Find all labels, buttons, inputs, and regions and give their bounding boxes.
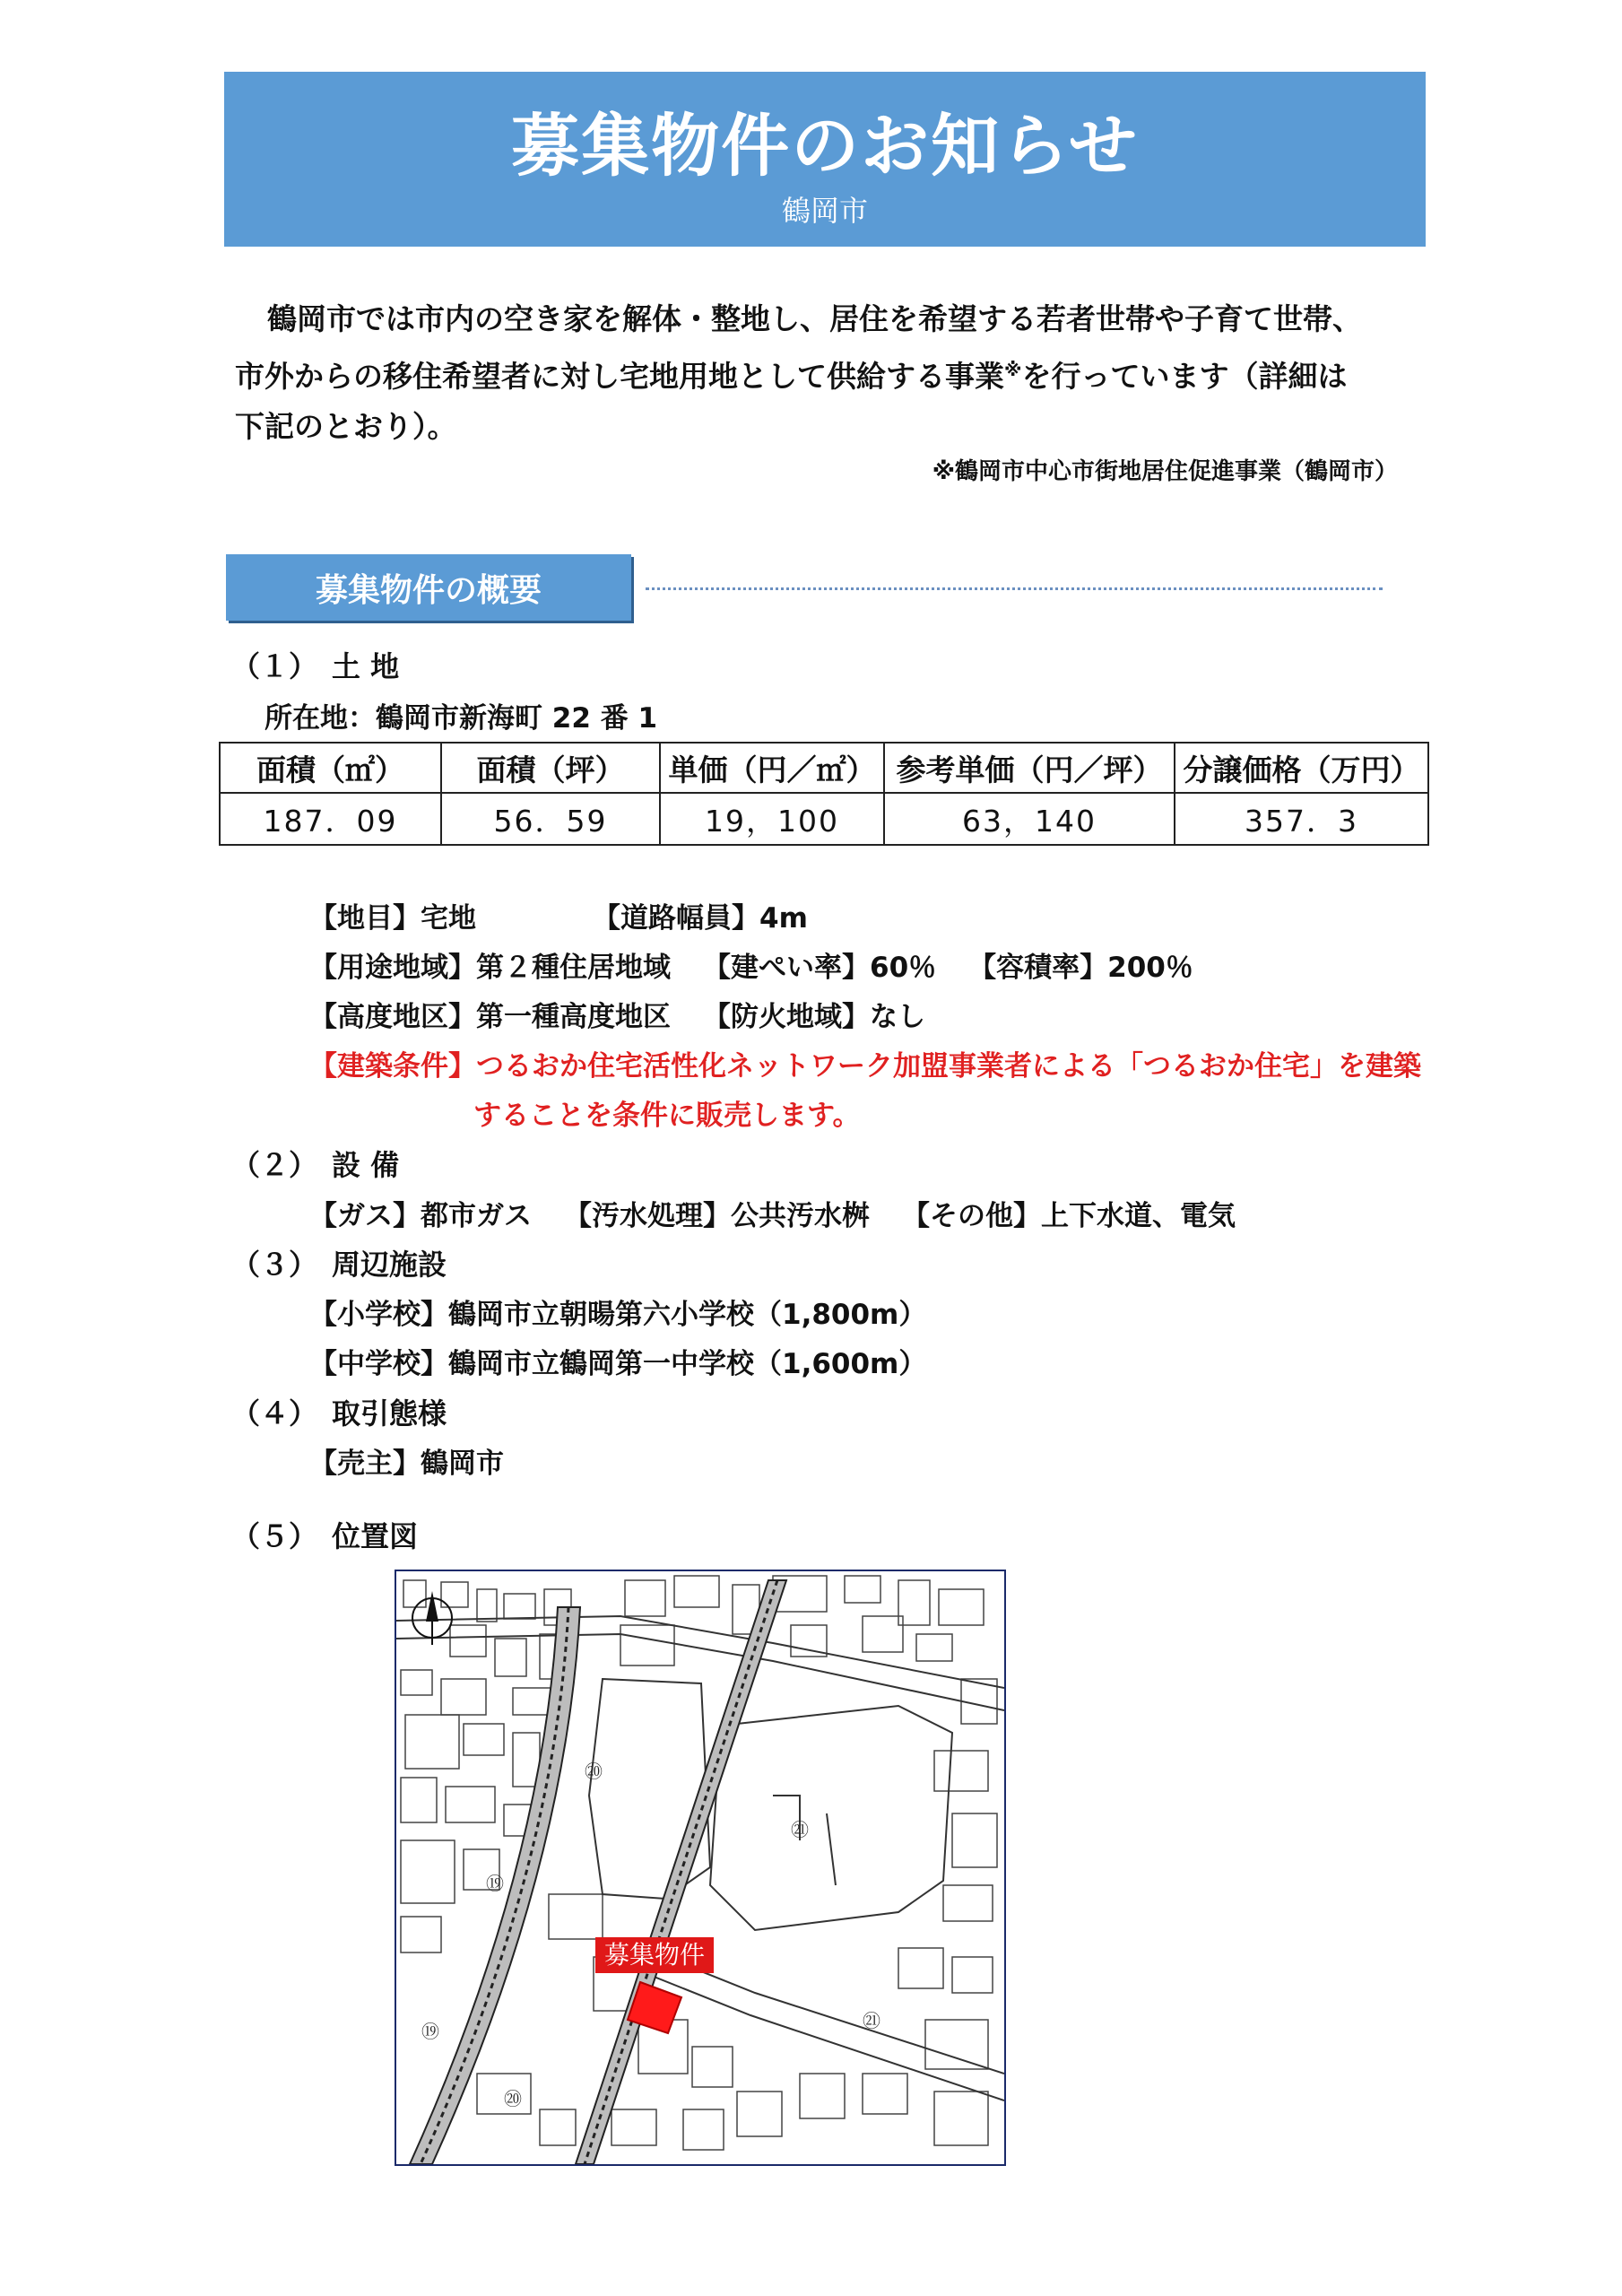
route-label: ㉑ xyxy=(791,1819,809,1840)
item-title: 土 地 xyxy=(332,649,400,683)
utilities-info: 【その他】上下水道、電気 xyxy=(902,1200,1236,1232)
item-number: （５） xyxy=(231,1519,318,1553)
item-land-heading xyxy=(231,644,399,685)
item-number: （３） xyxy=(231,1248,318,1282)
table-header-cell: 面積（坪） xyxy=(441,743,660,793)
sewage-info: 【汚水処理】公共汚水桝 xyxy=(564,1200,870,1232)
height-district: 【高度地区】第一種高度地区 xyxy=(309,1001,671,1033)
route-label: ⑳ xyxy=(585,1761,603,1782)
item-number: （４） xyxy=(231,1396,318,1431)
intro-line-2 xyxy=(235,344,1409,402)
table-header-cell: 単価（円／㎡） xyxy=(660,743,884,793)
route-label: ⑲ xyxy=(486,1873,504,1894)
intro-line-3: 下記のとおり）。 xyxy=(235,409,457,444)
intro-line-2b: を行っています（詳細は xyxy=(1021,359,1348,394)
elementary-school: 【小学校】鶴岡市立朝暘第六小学校（1,800m） xyxy=(309,1299,927,1331)
table-header-cell: 分譲価格（万円） xyxy=(1175,743,1428,793)
page-subtitle: 鶴岡市 xyxy=(781,194,868,228)
land-detail-row-3 xyxy=(309,994,925,1034)
page-header xyxy=(224,72,1426,247)
item-transaction-heading xyxy=(231,1391,447,1432)
item-title: 周辺施設 xyxy=(332,1248,447,1282)
land-category: 【地目】宅地 xyxy=(309,902,476,935)
intro-line-2a: 市外からの移住希望者に対し宅地用地として供給する事業 xyxy=(235,359,1004,394)
fire-zone: 【防火地域】なし xyxy=(703,1001,925,1033)
intro-paragraph xyxy=(235,294,1409,452)
intro-footnote-mark: ※ xyxy=(1004,359,1022,380)
building-condition-line-1: 【建築条件】つるおか住宅活性化ネットワーク加盟事業者による「つるおか住宅」を建築 xyxy=(309,1050,1421,1083)
floor-area-ratio: 【容積率】200％ xyxy=(968,952,1193,984)
item-title: 設 備 xyxy=(332,1148,400,1182)
building-outlines xyxy=(401,1576,997,2150)
zoning-district: 【用途地域】第２種住居地域 xyxy=(309,952,671,984)
table-cell: 187．09 xyxy=(220,793,441,845)
equipment-row xyxy=(309,1193,1236,1233)
section-dotted-rule xyxy=(646,587,1383,590)
seller-info: 【売主】鶴岡市 xyxy=(309,1448,504,1480)
item-number: （１） xyxy=(231,649,318,683)
item-facilities-heading xyxy=(231,1242,447,1283)
item-number: （２） xyxy=(231,1148,318,1182)
page-title: 募集物件のお知らせ xyxy=(511,106,1139,186)
item-title: 位置図 xyxy=(332,1519,419,1553)
map-drawing xyxy=(396,1571,1004,2164)
table-cell: 63，140 xyxy=(884,793,1175,845)
route-label: ㉑ xyxy=(863,2010,880,2031)
building-coverage: 【建ぺい率】60％ xyxy=(703,952,937,984)
table-cell: 19，100 xyxy=(660,793,884,845)
table-header-cell: 参考単価（円／坪） xyxy=(884,743,1175,793)
land-table xyxy=(219,742,1429,846)
section-title: 募集物件の概要 xyxy=(226,554,631,621)
intro-note: ※鶴岡市中心市街地居住促進事業（鶴岡市） xyxy=(932,458,1398,485)
building-condition-line-2: することを条件に販売します。 xyxy=(473,1100,861,1132)
property-address: 所在地：鶴岡市新海町 22 番 1 xyxy=(265,702,658,735)
table-cell: 357．3 xyxy=(1175,793,1428,845)
facility-block xyxy=(589,1679,952,1930)
table-cell: 56．59 xyxy=(441,793,660,845)
item-equipment-heading xyxy=(231,1143,399,1184)
item-title: 取引態様 xyxy=(332,1396,447,1431)
junior-high-school: 【中学校】鶴岡市立鶴岡第一中学校（1,600m） xyxy=(309,1348,927,1380)
gas-info: 【ガス】都市ガス xyxy=(309,1200,532,1232)
railway xyxy=(410,1580,786,2164)
route-label: ⑳ xyxy=(504,2088,522,2109)
item-location-map-heading xyxy=(231,1514,418,1555)
land-table-value-row xyxy=(220,793,1428,845)
property-label: 募集物件 xyxy=(603,1940,706,1970)
property-marker xyxy=(595,1937,714,2033)
land-detail-row-2 xyxy=(309,944,1193,985)
location-map xyxy=(395,1570,1006,2166)
route-label: ⑲ xyxy=(421,2021,439,2042)
intro-line-1: 鶴岡市では市内の空き家を解体・整地し、居住を希望する若者世帯や子育て世帯、 xyxy=(267,301,1362,336)
table-header-cell: 面積（㎡） xyxy=(220,743,441,793)
land-detail-row-1 xyxy=(309,895,808,935)
land-table-header-row xyxy=(220,743,1428,793)
road-width: 【道路幅員】4m xyxy=(593,902,808,935)
